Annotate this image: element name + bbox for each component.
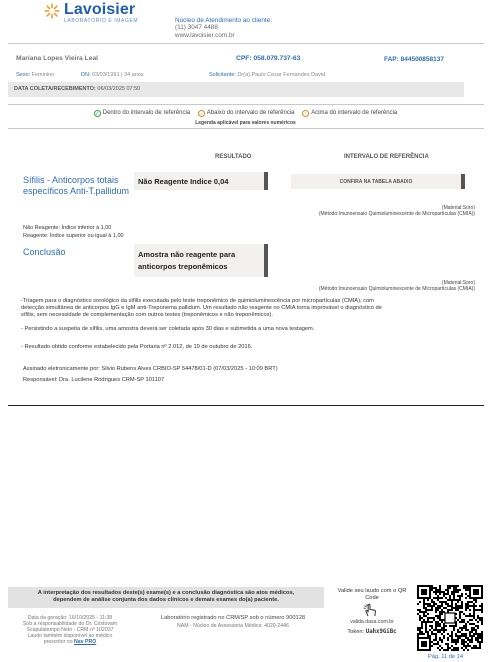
note-line: sífilis, sem necessidade de complementação com outros testes (treponêmicos e não treponêmicos). xyxy=(21,312,273,318)
lab-registration xyxy=(138,615,328,630)
patient-cpf: CPF: 058.079.737-63 xyxy=(236,55,301,62)
sex-value: Feminino xyxy=(31,72,55,78)
contact-block xyxy=(175,17,272,39)
token-label: Token: xyxy=(347,629,365,635)
dn-value: 03/03/1991 | 34 anos xyxy=(92,72,144,78)
legend xyxy=(0,110,491,117)
section-end-divider xyxy=(8,405,484,406)
method-label: (Método:Imunoensaio Quimioluminescente de Micropartículas (CMIA)) xyxy=(318,286,475,292)
reference-line: Reagente: Índice superior ou igual à 1,00 xyxy=(23,233,124,239)
regulation-note: - Resultado obtido conforme estabelecido pela Portaria nº 2.012, de 19 de outubro de 2016. xyxy=(21,344,253,350)
token-value: Uahx9GiBc xyxy=(365,629,397,635)
validate-instructions xyxy=(328,588,416,601)
legend-within xyxy=(94,110,190,117)
nav-pro-link[interactable]: Nav PRO xyxy=(74,639,97,646)
disclaimer-line: A interpretação dos resultados deste(s) exame(s) e a conclusão diagnóstica são atos médicos, xyxy=(37,590,295,596)
legend-within-label: Dentro do intervalo de referência xyxy=(102,110,191,116)
medical-disclaimer xyxy=(8,587,324,608)
legend-above-label: Acima do intervalo de referência xyxy=(311,110,398,116)
column-header-reference: INTERVALO DE REFERÊNCIA xyxy=(344,154,429,160)
legend-note: Legenda aplicável para valores numéricos xyxy=(195,120,296,126)
material-label: (Material:Soro) xyxy=(441,280,475,286)
validation-url[interactable]: valida.dasa.com.br xyxy=(350,619,394,625)
page-number: Pág. 11 de 14 xyxy=(428,654,463,660)
arrow-down-circle-icon: ↓ xyxy=(198,110,205,117)
material-info xyxy=(0,280,475,292)
requester-label: Solicitante: xyxy=(209,72,236,78)
generation-line: Sob a responsabilidade do Dr. Cristovam xyxy=(22,621,118,628)
column-header-result: RESULTADO xyxy=(215,154,252,160)
conclusion-label: Conclusão xyxy=(23,247,66,257)
nam-line: NAM - Núcleo de Assessoria Médica: 4020-2446 xyxy=(177,622,289,629)
divider xyxy=(8,104,484,105)
generation-line xyxy=(8,639,132,645)
generation-line: Data da geração: 16/10/2025 - 11:38 xyxy=(27,615,113,621)
electronic-signature: Assinado eletronicamente por: Silvio Rubens Alves CRBIO-SP 54478/01-D (07/03/2025 - 10:09 BRT) xyxy=(23,366,278,372)
patient-sex xyxy=(16,72,54,78)
collect-label: DATA COLETA/RECEBIMENTO: xyxy=(14,86,96,92)
validate-line: Valide seu laudo com o QR xyxy=(337,588,407,594)
conclusion-value xyxy=(134,244,268,277)
generation-line: Scapulatempo Neto - CRM nº 102037 xyxy=(26,627,114,634)
contact-phone: (11) 3047 4488 xyxy=(175,24,218,32)
qr-code-icon[interactable] xyxy=(417,585,483,651)
material-info xyxy=(0,205,475,217)
arrow-up-circle-icon: ↑ xyxy=(302,110,309,117)
validate-line: Code xyxy=(365,594,379,601)
collect-bar xyxy=(8,82,464,97)
reference-line: Não Reagente: Índice inferior à 1,00 xyxy=(23,225,112,231)
legend-above xyxy=(302,110,397,117)
patient-fap: FAP: 844500858137 xyxy=(384,56,444,63)
generation-line: Laudo também disponível ao médico xyxy=(27,633,113,640)
interpretation-note xyxy=(21,298,476,319)
method-label: (Método:Imunoensaio Quimioluminescente de Micropartículas (CMIA)) xyxy=(318,211,475,217)
responsible-doctor: Responsável: Dra. Lucilene Rodrigues CRM-SP 101107 xyxy=(23,377,165,383)
check-circle-icon: ✓ xyxy=(95,111,100,117)
material-label: (Material:Soro) xyxy=(441,205,475,211)
dn-label: DN: xyxy=(81,72,91,78)
patient-dn xyxy=(81,72,144,78)
prescriber-prefix: prescritor no xyxy=(43,639,73,646)
logo-name: Lavoisier xyxy=(64,1,136,18)
note-line: detecção simultânea de anticorpos IgG e IgM anti-Treponema pallidum. Um resultado não reagente no CMIA torna improvável o diagnóstico de xyxy=(21,305,382,311)
result-value: Não Reagente Indice 0,04 xyxy=(134,172,268,190)
generation-info xyxy=(8,615,132,645)
contact-site: www.lavoisier.com.br xyxy=(175,31,235,39)
lavoisier-logo-icon xyxy=(44,3,60,19)
validation-token xyxy=(328,629,416,635)
reference-value: CONFIRA NA TABELA ABAIXO xyxy=(291,174,465,189)
collect-value: 06/03/2025 07:50 xyxy=(97,86,141,92)
divider xyxy=(8,128,484,129)
registration-line: Laboratório registrado no CRM/SP sob o número 900128 xyxy=(160,615,306,621)
retest-note: - Persistindo a suspeita de sífilis, uma amostra deverá ser coletada após 30 dias e submetida a uma nova testagem. xyxy=(21,326,315,332)
divider xyxy=(8,43,484,44)
contact-title: Núcleo de Atendimento ao cliente: xyxy=(175,17,272,24)
conclusion-line: Amostra não reagente para xyxy=(138,250,236,259)
requester-value: Dr(a).Paulo Cezar Fernandes David xyxy=(237,72,326,78)
patient-requester xyxy=(209,72,325,78)
sex-label: Sexo: xyxy=(16,72,31,78)
legend-below-label: Abaixo do intervalo de referência xyxy=(206,110,295,116)
legend-below xyxy=(198,110,295,117)
note-line: -Triagem para o diagnóstico sorológico da sífilis executada pelo teste treponêmico de quimioluminescência por micropartículas (CMIA), com xyxy=(21,298,374,304)
test-name: Sífilis - Anticorpos totais específicos Anti-T.pallidum xyxy=(23,175,130,196)
logo-subtitle: LABORATÓRIO E IMAGEM xyxy=(64,18,139,24)
patient-name: Mariana Lopes Vieira Leal xyxy=(16,55,99,62)
tap-hand-icon xyxy=(362,603,378,617)
disclaimer-line: dependem de análise conjunta dos dados clínicos e demais exames do(a) paciente. xyxy=(53,596,279,603)
conclusion-line: anticorpos treponêmicos xyxy=(138,262,228,271)
